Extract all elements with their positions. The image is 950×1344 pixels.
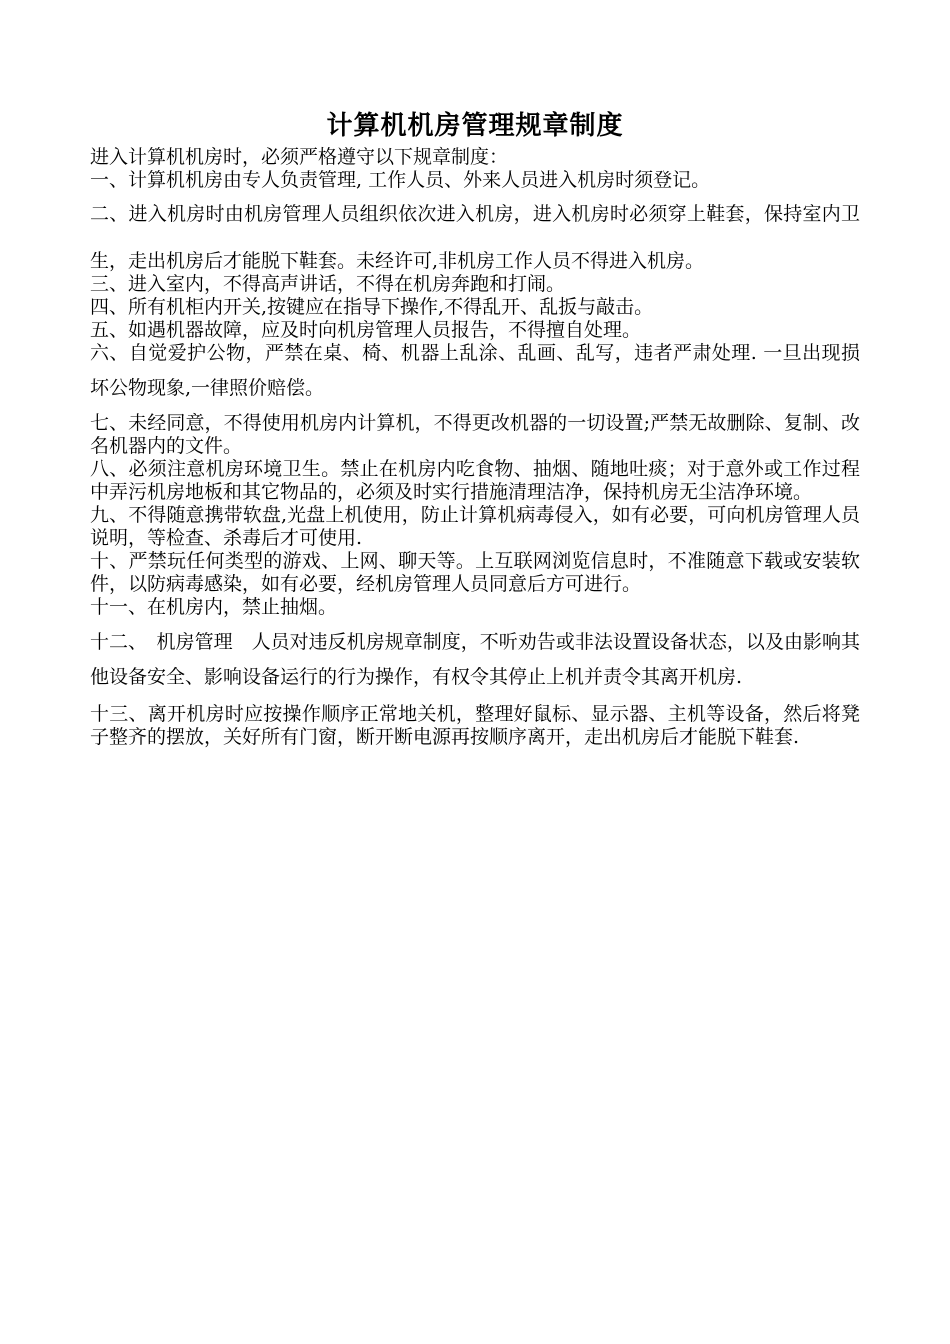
rule-4: 四、所有机柜内开关,按键应在指导下操作,不得乱开、乱扳与敲击。 xyxy=(90,296,654,318)
rule-6: 六、自觉爱护公物，严禁在桌、椅、机器上乱涂、乱画、乱写，违者严肃处理. 一旦出现损坏公物现象,一律照价赔偿。 xyxy=(90,342,860,399)
rule-13: 十三、离开机房时应按操作顺序正常地关机，整理好鼠标、显示器、主机等设备，然后将凳子整齐的摆放，关好所有门窗，断开断电源再按顺序离开，走出机房后才能脱下鞋套. xyxy=(90,703,860,748)
rule-9: 九、不得随意携带软盘,光盘上机使用，防止计算机病毒侵入，如有必要，可向机房管理人员说明，等检查、杀毒后才可使用. xyxy=(90,504,860,549)
document-body xyxy=(90,146,860,749)
rule-2: 二、进入机房时由机房管理人员组织依次进入机房，进入机房时必须穿上鞋套，保持室内卫生，走出机房后才能脱下鞋套。未经许可,非机房工作人员不得进入机房。 xyxy=(90,203,860,272)
rule-3: 三、进入室内，不得高声讲话，不得在机房奔跑和打闹。 xyxy=(90,273,566,295)
rule-1: 一、计算机机房由专人负责管理, 工作人员、外来人员进入机房时须登记。 xyxy=(90,169,711,191)
intro-paragraph: 进入计算机机房时，必须严格遵守以下规章制度： xyxy=(90,146,509,168)
rule-8: 八、必须注意机房环境卫生。禁止在机房内吃食物、抽烟、随地吐痰；对于意外或工作过程中弄污机房地板和其它物品的，必须及时实行措施清理洁净，保持机房无尘洁净环境。 xyxy=(90,458,860,503)
document-title: 计算机机房管理规章制度 xyxy=(326,111,624,141)
rule-11: 十一、在机房内，禁止抽烟。 xyxy=(90,596,338,618)
rule-7: 七、未经同意，不得使用机房内计算机，不得更改机器的一切设置;严禁无故删除、复制、改名机器内的文件。 xyxy=(90,412,860,457)
rule-10: 十、严禁玩任何类型的游戏、上网、聊天等。上互联网浏览信息时，不准随意下载或安装软件，以防病毒感染，如有必要，经机房管理人员同意后方可进行。 xyxy=(90,550,860,595)
rule-5: 五、如遇机器故障，应及时向机房管理人员报告，不得擅自处理。 xyxy=(90,319,642,341)
rule-12: 十二、 机房管理 人员对违反机房规章制度，不听劝告或非法设置设备状态，以及由影响其他设备安全、影响设备运行的行为操作，有权令其停止上机并责令其离开机房. xyxy=(90,631,860,688)
